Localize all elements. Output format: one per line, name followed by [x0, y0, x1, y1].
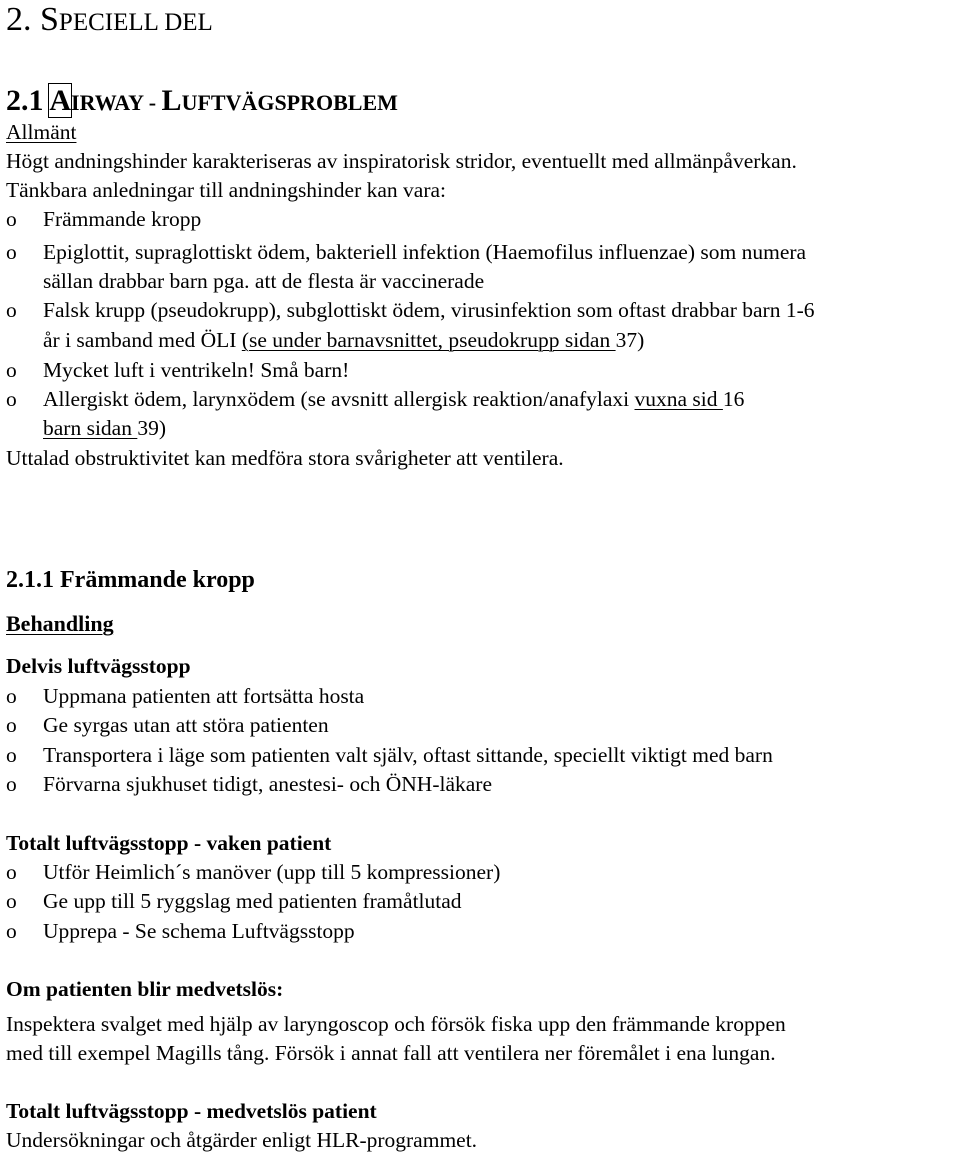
list-item: o Mycket luft i ventrikeln! Små barn!: [6, 356, 349, 386]
subsection-number: 2.1: [6, 84, 44, 117]
bullet-marker: o: [6, 387, 17, 411]
list-item: o Allergiskt ödem, larynxödem (se avsnitt allergisk reaktion/anafylaxi vuxna sid 16: [6, 385, 744, 415]
unconscious-heading: Om patienten blir medvetslös:: [6, 977, 284, 1001]
general-heading: Allmänt: [6, 120, 77, 144]
foreign-body-heading: 2.1.1 Främmande kropp: [6, 567, 255, 593]
bullet-marker: o: [6, 298, 17, 322]
bullet-marker: o: [6, 919, 17, 943]
bullet-marker: o: [6, 358, 17, 382]
list-item: o Falsk krupp (pseudokrupp), subglottiskt ödem, virusinfektion som oftast drabbar barn 1-6: [6, 296, 815, 326]
section-title-initial: S: [40, 1, 59, 38]
section-title-rest: PECIELL DEL: [58, 9, 213, 36]
list-item: o Ge upp till 5 ryggslag med patienten framåtlutad: [6, 887, 462, 917]
subsection-title-part1: IRWAY -: [71, 90, 162, 115]
cross-reference-link[interactable]: (se under barnavsnittet, pseudokrupp sidan: [241, 328, 616, 352]
cross-reference-link[interactable]: barn sidan: [43, 416, 138, 440]
bullet-marker: o: [6, 772, 17, 796]
bullet-marker: o: [6, 240, 17, 264]
unconscious-paragraph-line: Inspektera svalget med hjälp av laryngoscop och försök fiska upp den främmande kroppen: [6, 1012, 786, 1036]
bullet-marker: o: [6, 713, 17, 737]
total-obstruction-awake-heading: Totalt luftvägsstopp - vaken patient: [6, 831, 332, 855]
list-item: o Epiglottit, supraglottiskt ödem, bakteriell infektion (Haemofilus influenzae) som numera: [6, 238, 806, 268]
closing-paragraph: Uttalad obstruktivitet kan medföra stora svårigheter att ventilera.: [6, 446, 564, 470]
bullet-marker: o: [6, 684, 17, 708]
list-item: o Utför Heimlich´s manöver (upp till 5 kompressioner): [6, 858, 500, 888]
bullet-marker: o: [6, 207, 17, 231]
list-item: o Transportera i läge som patienten valt själv, oftast sittande, speciellt viktigt med barn: [6, 741, 773, 771]
subsection-heading: [6, 84, 398, 120]
list-item: o Uppmana patienten att fortsätta hosta: [6, 682, 364, 712]
subsection-title-rest: UFTVÄGSPROBLEM: [181, 90, 398, 115]
treatment-heading: Behandling: [6, 611, 114, 636]
section-heading: [6, 2, 213, 41]
list-item-continuation: barn sidan 39): [43, 416, 167, 440]
total-obstruction-unconscious-heading: Totalt luftvägsstopp - medvetslös patient: [6, 1099, 377, 1123]
subsection-title-l: L: [161, 84, 182, 117]
intro-causes-line: Tänkbara anledningar till andningshinder kan vara:: [6, 178, 446, 202]
bullet-marker: o: [6, 860, 17, 884]
cpr-instruction: Undersökningar och åtgärder enligt HLR-programmet.: [6, 1128, 478, 1152]
subsection-title-initial-boxed: A: [49, 84, 72, 117]
bullet-marker: o: [6, 743, 17, 767]
cross-reference-link[interactable]: vuxna sid: [634, 387, 723, 411]
list-item: o Upprepa - Se schema Luftvägsstopp: [6, 917, 355, 947]
list-item-continuation: år i samband med ÖLI (se under barnavsnittet, pseudokrupp sidan 37): [43, 328, 645, 352]
intro-paragraph: Högt andningshinder karakteriseras av inspiratorisk stridor, eventuellt med allmänpåverkan.: [6, 149, 797, 173]
partial-obstruction-heading: Delvis luftvägsstopp: [6, 654, 191, 678]
list-item: o Ge syrgas utan att störa patienten: [6, 711, 329, 741]
list-item: o Förvarna sjukhuset tidigt, anestesi- och ÖNH-läkare: [6, 770, 492, 800]
bullet-marker: o: [6, 889, 17, 913]
list-item: o Främmande kropp: [6, 205, 201, 235]
unconscious-paragraph-line: med till exempel Magills tång. Försök i annat fall att ventilera ner föremålet i ena lungan.: [6, 1041, 776, 1065]
section-number: 2.: [6, 1, 32, 38]
list-item-continuation: sällan drabbar barn pga. att de flesta är vaccinerade: [43, 269, 485, 293]
